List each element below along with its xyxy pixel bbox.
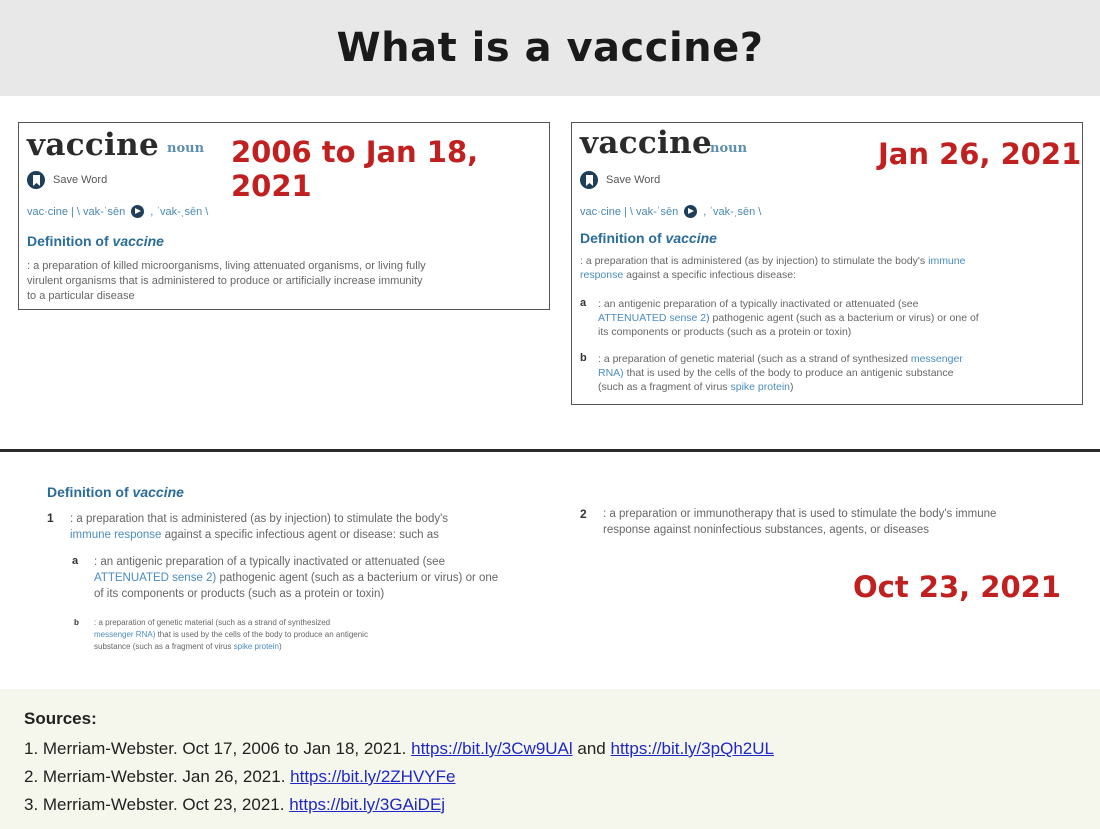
bookmark-icon [27,171,45,189]
slide-title: What is a vaccine? [336,25,764,71]
source-item-3: 3. Merriam-Webster. Oct 23, 2021. https://bit.ly/3GAiDEj [24,795,446,814]
pronunciation [27,205,208,218]
definition-heading: Definition of vaccine [27,233,164,249]
sense-b-text: : a preparation of genetic material (such as a strand of synthesized messenger RNA) that is used by the cells of the body to produce an antigenic substance (such as a fragment of virus spike protein) [598,353,963,393]
date-label: Oct 23, 2021 [853,570,1061,604]
source-link-3[interactable]: https://bit.ly/3GAiDEj [289,795,446,814]
sense-2-text: : a preparation or immunotherapy that is used to stimulate the body's immune response against noninfectious substances, agents, or diseases [603,508,997,536]
headword: vaccine [580,125,712,161]
immune-response-link[interactable]: immune response [70,529,162,541]
spike-protein-link[interactable]: spike protein [730,381,791,393]
messenger-rna-link-cont[interactable]: RNA) [598,367,624,379]
pronunciation-text: vac·cine | \ vak-ˈsēn [27,205,126,218]
definition-card-2006 [18,122,550,310]
source-item-1: 1. Merriam-Webster. Oct 17, 2006 to Jan 18, 2021. https://bit.ly/3Cw9UAl and https://bit.ly/3pQh2UL [24,739,774,758]
source-link-1a[interactable]: https://bit.ly/3Cw9UAl [411,739,573,758]
sense-letter-a: a [580,297,587,309]
spike-protein-link[interactable]: spike protein [233,642,279,651]
source-link-1b[interactable]: https://bit.ly/3pQh2UL [610,739,774,758]
date-label: Jan 26, 2021 [878,137,1082,171]
date-label: 2006 to Jan 18, 2021 [231,135,479,203]
audio-play-icon[interactable] [684,205,697,218]
definition-heading: Definition of vaccine [47,484,184,500]
sense-1a-text: : an antigenic preparation of a typically inactivated or attenuated (see ATTENUATED sense 2) pathogenic agent (such as a bacterium or virus) or one of its components or products (such as a protein or toxin) [94,556,499,600]
save-word-label: Save Word [53,174,108,186]
save-word-label: Save Word [606,174,661,186]
source-link-2[interactable]: https://bit.ly/2ZHVYFe [290,767,456,786]
immune-response-link-cont[interactable]: response [580,269,624,281]
attenuated-link[interactable]: ATTENUATED sense 2) [598,312,710,324]
sense-letter-a: a [72,555,79,567]
sense-letter-b: b [74,618,79,627]
audio-play-icon[interactable] [131,205,144,218]
sense-number-1: 1 [47,511,54,525]
part-of-speech: noun [710,141,748,156]
pronunciation-alt: , ˈvak-ˌsēn \ [703,205,762,218]
title-bar [0,0,1100,96]
save-word-button[interactable] [27,171,107,189]
sources-heading: Sources: [24,709,97,728]
headword: vaccine [27,127,159,163]
messenger-rna-link[interactable]: messenger RNA) [94,630,156,639]
pronunciation [580,205,761,218]
definition-heading: Definition of vaccine [580,230,717,246]
pronunciation-text: vac·cine | \ vak-ˈsēn [580,205,679,218]
messenger-rna-link[interactable]: messenger [910,353,963,365]
immune-response-link[interactable]: immune [928,255,966,267]
definition-main: : a preparation that is administered (as by injection) to stimulate the body's immune response against a specific infectious disease: [580,255,966,281]
definition-card-jan-2021 [571,122,1083,405]
source-item-2: 2. Merriam-Webster. Jan 26, 2021. https://bit.ly/2ZHVYFe [24,767,456,786]
sources-panel [0,689,1100,829]
sense-1b-text: : a preparation of genetic material (such as a strand of synthesized messenger RNA) that is used by the cells of the body to produce an antigenic substance (such as a fragment of virus spike protein) [94,618,368,651]
sense-number-2: 2 [580,507,587,521]
sense-a-text: : an antigenic preparation of a typically inactivated or attenuated (see ATTENUATED sense 2) pathogenic agent (such as a bacterium or virus) or one of its components or products (such as a protein or toxin) [598,298,979,338]
pronunciation-alt: , ˈvak-ˌsēn \ [150,205,209,218]
attenuated-link[interactable]: ATTENUATED sense 2) [94,572,217,584]
sense-letter-b: b [580,352,587,364]
definition-text: : a preparation of killed microorganisms, living attenuated organisms, or living fully virulent organisms that is administered to produce or artificially increase immunity to a particular disease [27,260,426,302]
bookmark-icon [580,171,598,189]
section-divider [0,449,1100,452]
part-of-speech: noun [167,141,205,156]
save-word-button[interactable] [580,171,660,189]
sense-1-text: : a preparation that is administered (as by injection) to stimulate the body's immune response against a specific infectious agent or disease: such as [70,513,449,541]
